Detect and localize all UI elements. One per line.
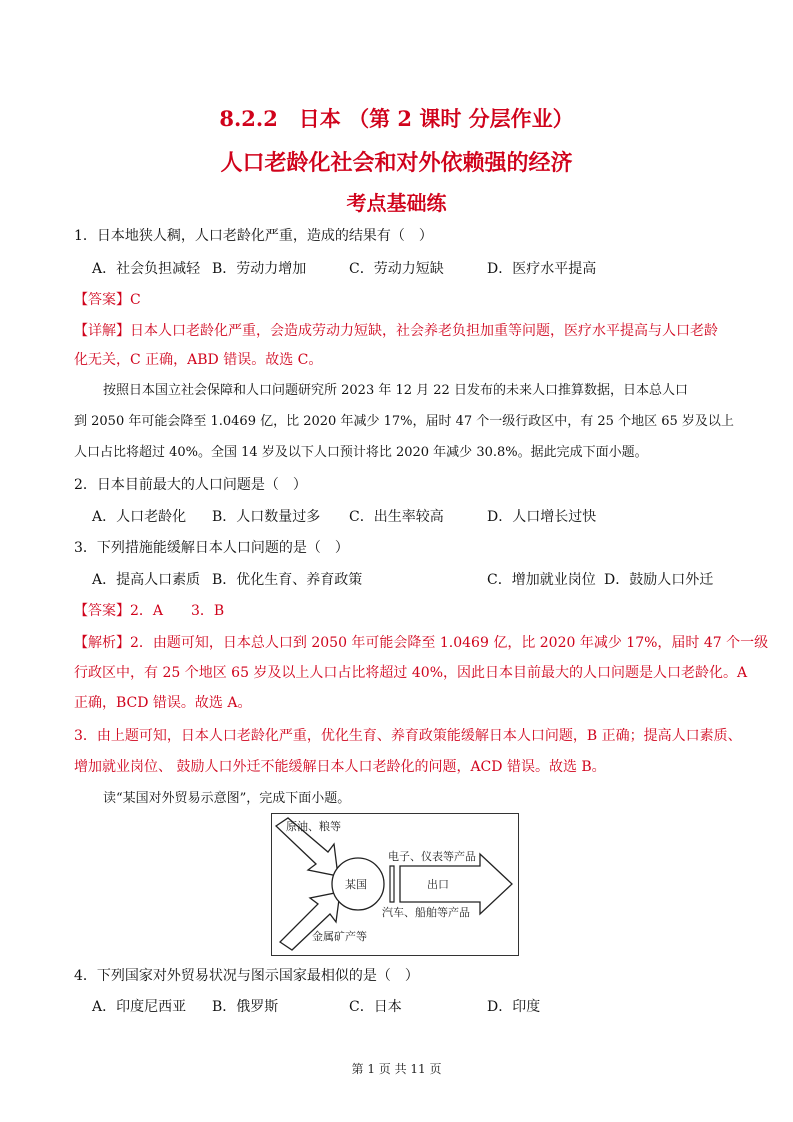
label-import-top: 原油、粮等 bbox=[286, 820, 341, 833]
q3-option-c: C．增加就业岗位 bbox=[487, 572, 596, 588]
q1-answer: 【答案】C bbox=[74, 292, 141, 308]
lesson-title: 8.2.2 日本 （第 2 课时 分层作业） bbox=[219, 106, 574, 131]
q4-option-b: B．俄罗斯 bbox=[212, 999, 279, 1015]
q1-option-c: C．劳动力短缺 bbox=[349, 261, 444, 277]
q1-option-b: B．劳动力增加 bbox=[212, 261, 307, 277]
page-footer: 第 1 页 共 11 页 bbox=[351, 1062, 442, 1076]
q4-option-c: C．日本 bbox=[349, 999, 402, 1015]
q23-analysis-line1: 【解析】2．由题可知，日本总人口到 2050 年可能会降至 1.0469 亿，比 2020 年减少 17%，届时 47 个一级 bbox=[74, 635, 769, 651]
q23-answer: 【答案】2．A 3．B bbox=[74, 603, 225, 619]
passage-line2: 到 2050 年可能会降至 1.0469 亿，比 2020 年减少 17%，届时 47 个一级行政区中，有 25 个地区 65 岁及以上 bbox=[74, 414, 734, 429]
q23-analysis-line2: 行政区中，有 25 个地区 65 岁及以上人口占比将超过 40%，因此日本目前最大的人口问题是人口老龄化。A bbox=[74, 665, 748, 681]
label-export: 出口 bbox=[427, 878, 449, 891]
q4-option-d: D．印度 bbox=[487, 999, 541, 1015]
label-import-bottom: 金属矿产等 bbox=[312, 930, 367, 943]
q23-analysis-line4: 3．由上题可知，日本人口老龄化严重，优化生育、养育政策能缓解日本人口问题，B 正确；提高人口素质、 bbox=[74, 728, 742, 744]
label-export-bottom: 汽车、船舶等产品 bbox=[382, 906, 470, 919]
section-heading: 考点基础练 bbox=[346, 191, 447, 215]
export-arrow bbox=[400, 854, 512, 914]
passage-line3: 人口占比将超过 40%。全国 14 岁及以下人口预计将比 2020 年减少 30.8%。据此完成下面小题。 bbox=[74, 445, 648, 460]
export-arrow-tail bbox=[390, 866, 394, 902]
q3-option-a: A．提高人口素质 bbox=[92, 572, 201, 588]
q23-analysis-line3: 正确，BCD 错误。故选 A。 bbox=[74, 695, 252, 711]
trade-diagram bbox=[271, 813, 519, 956]
passage-line1: 按照日本国立社会保障和人口问题研究所 2023 年 12 月 22 日发布的未来人口推算数据，日本总人口 bbox=[103, 383, 688, 398]
q1-stem: 1．日本地狭人稠，人口老龄化严重，造成的结果有（ ） bbox=[74, 228, 433, 244]
q2-option-c: C．出生率较高 bbox=[349, 509, 444, 525]
trade-diagram-svg bbox=[272, 814, 518, 955]
q1-detail-line2: 化无关，C 正确，ABD 错误。故选 C。 bbox=[74, 352, 323, 368]
figure-intro: 读“某国对外贸易示意图”，完成下面小题。 bbox=[103, 791, 351, 806]
q1-option-d: D．医疗水平提高 bbox=[487, 261, 597, 277]
q1-option-a: A．社会负担减轻 bbox=[92, 261, 201, 277]
label-export-top: 电子、仪表等产品 bbox=[388, 850, 476, 863]
q4-option-a: A．印度尼西亚 bbox=[92, 999, 187, 1015]
q2-stem: 2．日本目前最大的人口问题是（ ） bbox=[74, 477, 307, 493]
q23-analysis-line5: 增加就业岗位、 鼓励人口外迁不能缓解日本人口老龄化的问题，ACD 错误。故选 B。 bbox=[74, 759, 606, 775]
q3-stem: 3．下列措施能缓解日本人口问题的是（ ） bbox=[74, 540, 349, 556]
q2-option-d: D．人口增长过快 bbox=[487, 509, 597, 525]
lesson-subtitle: 人口老龄化社会和对外依赖强的经济 bbox=[220, 150, 573, 176]
q3-option-d: D．鼓励人口外迁 bbox=[604, 572, 714, 588]
q2-option-a: A．人口老龄化 bbox=[92, 509, 187, 525]
q4-stem: 4．下列国家对外贸易状况与图示国家最相似的是（ ） bbox=[74, 968, 419, 984]
label-country: 某国 bbox=[345, 878, 367, 891]
q2-option-b: B．人口数量过多 bbox=[212, 509, 321, 525]
q1-detail-line1: 【详解】日本人口老龄化严重，会造成劳动力短缺，社会养老负担加重等问题，医疗水平提高与人口老龄 bbox=[74, 323, 718, 339]
q3-option-b: B．优化生育、养育政策 bbox=[212, 572, 363, 588]
